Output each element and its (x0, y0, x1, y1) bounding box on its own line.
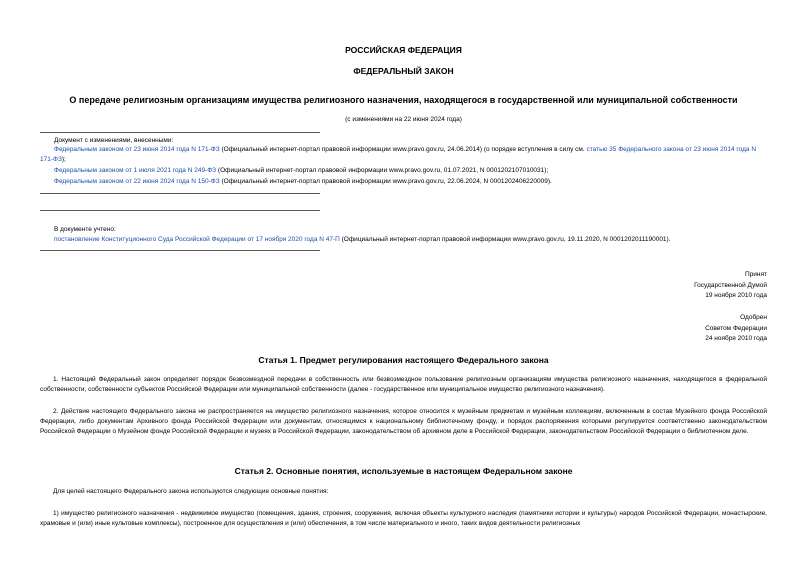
article-1-title: Статья 1. Предмет регулирования настоящего Федерального закона (258, 355, 549, 365)
divider (40, 210, 320, 211)
article-2-paragraph-1: 1) имущество религиозного назначения - недвижимое имущество (помещения, здания, строения, сооружения, включая объекты культурного наследия (памятники истории и культуры) народов Российской Федерации, монастырские, храмовые и (или) иные культовые комплексы), построенное для осуществления и (или) обеспечения, в том числе материального и иного, таких видов деятельности религиозных (40, 510, 767, 527)
changes-item-2 (54, 166, 769, 176)
law-171-link[interactable]: Федеральным законом от 23 июня 2014 года N 171-ФЗ (54, 146, 220, 153)
article-35-link[interactable]: статью 35 Федерального закона от 23 июня 2014 года N 171-ФЗ (40, 146, 757, 163)
article-1-paragraph-1: 1. Настоящий Федеральный закон определяет порядок безвозмездной передачи в собственность или безвозмездное пользование религиозным организациям имущества религиозного назначения, находящегося в федеральной собственности, собственности субъектов Российской Федерации или муниципальной собственности (далее - государственное или муниципальное имущество религиозного назначения). (40, 376, 767, 393)
changes-item-1-end: ); (61, 155, 66, 163)
country-heading: РОССИЙСКАЯ ФЕДЕРАЦИЯ (345, 45, 462, 55)
changes-item-3 (54, 177, 769, 187)
divider (40, 193, 320, 194)
changes-item-3-text: (Официальный интернет-портал правовой информации www.pravo.gov.ru, 22.06.2024, N 0001202406220009). (219, 178, 552, 185)
changes-intro: Документ с изменениями, внесенными: (54, 137, 174, 144)
changes-item-1 (40, 145, 769, 164)
changes-item-2-text: (Официальный интернет-портал правовой информации www.pravo.gov.ru, 01.07.2021, N 0001202107010031); (216, 167, 549, 174)
approved-label: Одобрен (740, 314, 767, 321)
considered-item-text: (Официальный интернет-портал правовой информации www.pravo.gov.ru, 19.11.2020, N 0001202011190001). (339, 236, 671, 243)
duma-label: Государственной Думой (694, 281, 767, 289)
constitutional-court-link[interactable]: постановление Конституционного Суда Российской Федерации от 17 ноября 2020 года N 47-П (54, 236, 340, 243)
considered-item (54, 235, 769, 245)
revision-note: (с изменениями на 22 июня 2024 года) (345, 116, 462, 123)
considered-intro: В документе учтено: (54, 226, 116, 233)
article-2-title: Статья 2. Основные понятия, используемые в настоящем Федеральном законе (234, 466, 573, 476)
council-label: Советом Федерации (705, 324, 767, 332)
divider (40, 250, 320, 251)
law-150-link[interactable]: Федеральным законом от 22 июня 2024 года N 150-ФЗ (54, 178, 220, 185)
changes-item-1-text: (Официальный интернет-портал правовой информации www.pravo.gov.ru, 24.06.2014) (о порядке вступления в силу см. (219, 146, 587, 153)
accepted-label: Принят (744, 271, 767, 278)
article-1-paragraph-2: 2. Действие настоящего Федерального закона не распространяется на имущество религиозного назначения, которое относится к музейным предметам и музейным коллекциям, включенным в состав Музейного фонда Российской Федерации, либо документам Архивного фонда Российской Федерации или документам, относящимся к национальному библиотечному фонду, и порядок распоряжения которыми регулируется соответственно законодательством Российской Федерации о Музейном фонде Российской Федерации и музеях в Российской Федерации, законодательством об архивном деле в Российской Федерации, законодательством Российской Федерации о библиотечном деле. (40, 408, 767, 435)
duma-date: 19 ноября 2010 года (705, 292, 767, 299)
duma-adoption (567, 270, 767, 302)
doc-type-heading: ФЕДЕРАЛЬНЫЙ ЗАКОН (353, 66, 454, 76)
article-2-intro: Для целей настоящего Федерального закона используются следующие основные понятия: (53, 488, 329, 495)
council-approval (567, 313, 767, 345)
law-249-link[interactable]: Федеральным законом от 1 июля 2021 года N 249-ФЗ (54, 167, 217, 174)
law-title: О передаче религиозным организациям имущества религиозного назначения, находящегося в государственной или муниципальной собственности (69, 95, 738, 105)
divider (40, 132, 320, 133)
council-date: 24 ноября 2010 года (705, 335, 767, 342)
